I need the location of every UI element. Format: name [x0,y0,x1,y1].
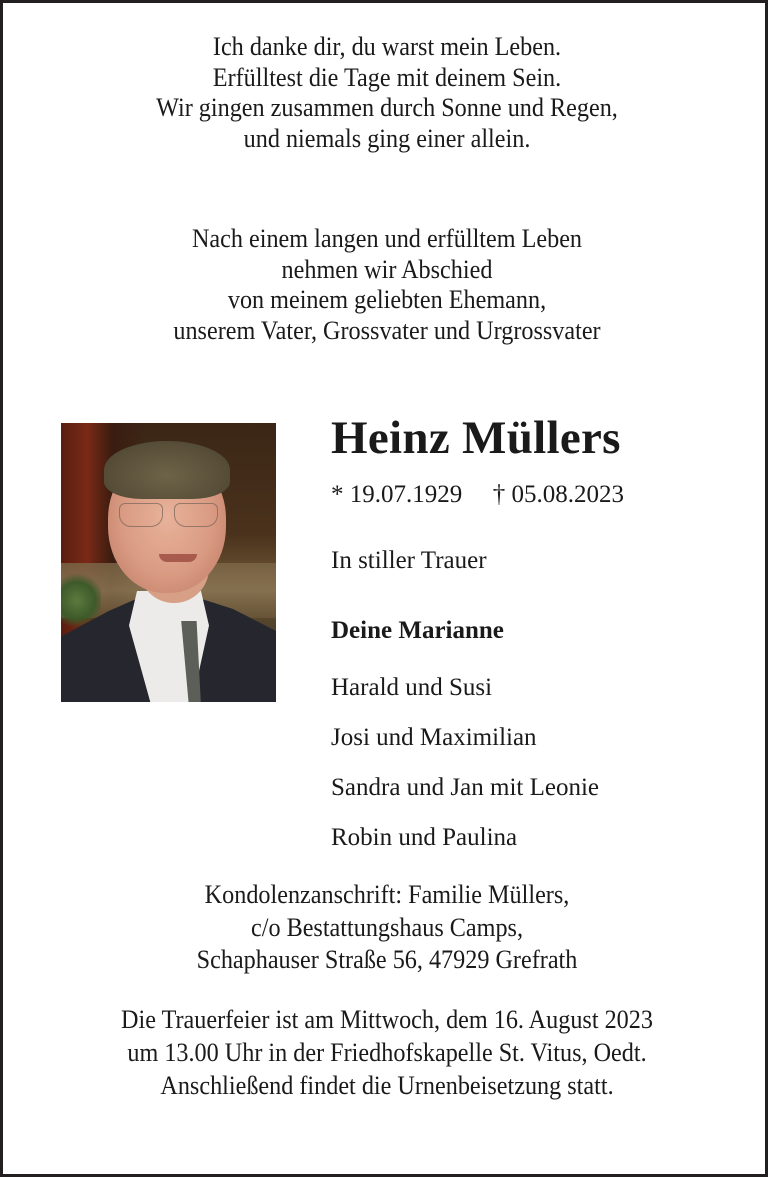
intro-line: Nach einem langen und erfülltem Leben [191,224,583,253]
intro-line: unserem Vater, Grossvater und Urgrossvater [173,315,601,345]
deceased-name-block [331,411,621,465]
address-line: Kondolenzanschrift: Familie Müllers, [204,880,570,909]
funeral-service-info [3,1003,768,1102]
mourning-text: In stiller Trauer [331,547,487,574]
photo-hair [104,441,230,499]
death-cross-icon: † [492,481,506,508]
portrait-photo [61,423,276,702]
address-line: Schaphauser Straße 56, 47929 Grefrath [196,945,578,974]
deceased-name: Heinz Müllers [331,412,621,464]
family-member: Sandra und Jan mit Leonie [331,774,599,801]
intro-line: von meinem geliebten Ehemann, [227,285,547,314]
poem [3,32,768,154]
photo-glasses-lens [119,503,163,527]
intro-text [3,224,768,346]
death-date: 05.08.2023 [511,481,624,508]
family-member: Robin und Paulina [331,824,518,851]
birth-star-icon: * [331,481,344,508]
intro-line: nehmen wir Abschied [281,254,493,284]
service-line: Die Trauerfeier ist am Mittwoch, dem 16. August 2023 [121,1005,653,1034]
family-list [331,613,599,863]
service-line: Anschließend findet die Urnenbeisetzung statt. [160,1071,614,1100]
family-member: Harald und Susi [331,674,493,701]
poem-line: und niemals ging einer allein. [243,123,531,153]
family-member: Josi und Maximilian [331,724,537,751]
poem-line: Wir gingen zusammen durch Sonne und Regen, [156,93,618,122]
life-dates [331,481,624,509]
photo-mouth [159,554,197,562]
poem-line: Erfülltest die Tage mit deinem Sein. [212,62,562,92]
photo-glasses-lens [174,503,218,527]
condolence-address [3,879,768,977]
birth-date: 19.07.1929 [349,481,463,508]
poem-line: Ich danke dir, du warst mein Leben. [212,32,562,61]
service-line: um 13.00 Uhr in der Friedhofskapelle St. Vitus, Oedt. [127,1038,647,1067]
family-member-spouse: Deine Marianne [331,617,504,644]
address-line: c/o Bestattungshaus Camps, [250,912,523,942]
